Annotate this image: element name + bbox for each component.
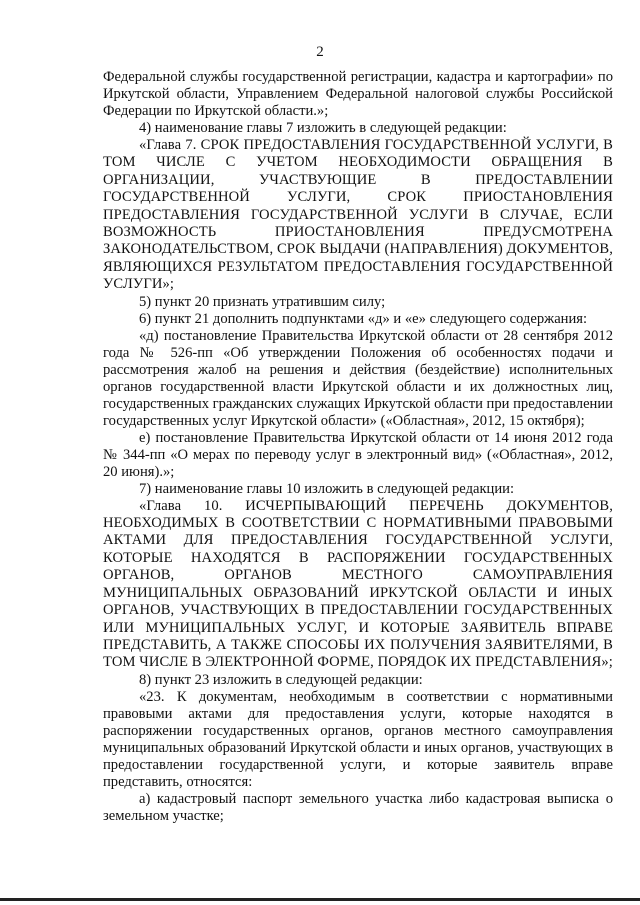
paragraph-item-5: 5) пункт 20 признать утратившим силу; [139, 293, 386, 310]
paragraph-subitem-a: а) кадастровый паспорт земельного участка либо кадастровая выписка о земельном участке; [103, 790, 613, 824]
paragraph-subitem-d: «д) постановление Правительства Иркутской области от 28 сентября 2012 года № 526-пп «Об утверждении Положения об особенностях подачи и рассмотрения жалоб на решения и действия (бездействие) исполнительных органов государственной власти Иркутской области и их должностных лиц, государственных гражданских служащих Иркутской области при предоставлении государственных услуг Иркутской области» («Областная», 2012, 15 октября); [103, 327, 613, 429]
paragraph-subitem-e: е) постановление Правительства Иркутской области от 14 июня 2012 года № 344-пп «О мерах по переводу услуг в электронный вид» («Областная», 2012, 20 июня).»; [103, 429, 613, 480]
document-body [103, 69, 613, 825]
paragraph-item-7: 7) наименование главы 10 изложить в следующей редакции: [139, 480, 515, 497]
page-bottom-edge [0, 898, 640, 901]
paragraph-continuation: Федеральной службы государственной регистрации, кадастра и картографии» по Иркутской области, Управлением Федеральной налоговой службы Российской Федерации по Иркутской области.»; [103, 69, 613, 119]
page-number: 2 [316, 44, 324, 60]
paragraph-item-4: 4) наименование главы 7 изложить в следующей редакции: [139, 120, 507, 136]
paragraph-item-8: 8) пункт 23 изложить в следующей редакции: [139, 671, 423, 688]
paragraph-item-6: 6) пункт 21 дополнить подпунктами «д» и «е» следующего содержания: [139, 310, 588, 327]
paragraph-point-23: «23. К документам, необходимым в соответствии с нормативными правовыми актами для предоставления услуги, которые находятся в распоряжении государственных органов, органов местного самоуправления муниципальных образований Иркутской области и иных органов, участвующих в предоставлении государственной услуги, и которые заявитель вправе представить, относятся: [103, 688, 613, 790]
paragraph-chapter-7-title: «Глава 7. СРОК ПРЕДОСТАВЛЕНИЯ ГОСУДАРСТВЕННОЙ УСЛУГИ, В ТОМ ЧИСЛЕ С УЧЕТОМ НЕОБХОДИМОСТИ ОБРАЩЕНИЯ В ОРГАНИЗАЦИИ, УЧАСТВУЮЩИЕ В ПРЕДОСТАВЛЕНИИ ГОСУДАРСТВЕННОЙ УСЛУГИ, СРОК ПРИОСТАНОВЛЕНИЯ ПРЕДОСТАВЛЕНИЯ ГОСУДАРСТВЕННОЙ УСЛУГИ В СЛУЧАЕ, ЕСЛИ ВОЗМОЖНОСТЬ ПРИОСТАНОВЛЕНИЯ ПРЕДУСМОТРЕНА ЗАКОНОДАТЕЛЬСТВОМ, СРОК ВЫДАЧИ (НАПРАВЛЕНИЯ) ДОКУМЕНТОВ, ЯВЛЯЮЩИХСЯ РЕЗУЛЬТАТОМ ПРЕДОСТАВЛЕНИЯ ГОСУДАРСТВЕННОЙ УСЛУГИ»; [103, 137, 613, 293]
paragraph-chapter-10-title: «Глава 10. ИСЧЕРПЫВАЮЩИЙ ПЕРЕЧЕНЬ ДОКУМЕНТОВ, НЕОБХОДИМЫХ В СООТВЕТСТВИИ С НОРМАТИВНЫМИ ПРАВОВЫМИ АКТАМИ ДЛЯ ПРЕДОСТАВЛЕНИЯ ГОСУДАРСТВЕННОЙ УСЛУГИ, КОТОРЫЕ НАХОДЯТСЯ В РАСПОРЯЖЕНИИ ГОСУДАРСТВЕННЫХ ОРГАНОВ, ОРГАНОВ МЕСТНОГО САМОУПРАВЛЕНИЯ МУНИЦИПАЛЬНЫХ ОБРАЗОВАНИЙ ИРКУТСКОЙ ОБЛАСТИ И ИНЫХ ОРГАНОВ, УЧАСТВУЮЩИХ В ПРЕДОСТАВЛЕНИИ ГОСУДАРСТВЕННЫХ ИЛИ МУНИЦИПАЛЬНЫХ УСЛУГ, И КОТОРЫЕ ЗАЯВИТЕЛЬ ВПРАВЕ ПРЕДСТАВИТЬ, А ТАКЖЕ СПОСОБЫ ИХ ПОЛУЧЕНИЯ ЗАЯВИТЕЛЯМИ, В ТОМ ЧИСЛЕ В ЭЛЕКТРОННОЙ ФОРМЕ, ПОРЯДОК ИХ ПРЕДСТАВЛЕНИЯ»; [103, 497, 613, 671]
